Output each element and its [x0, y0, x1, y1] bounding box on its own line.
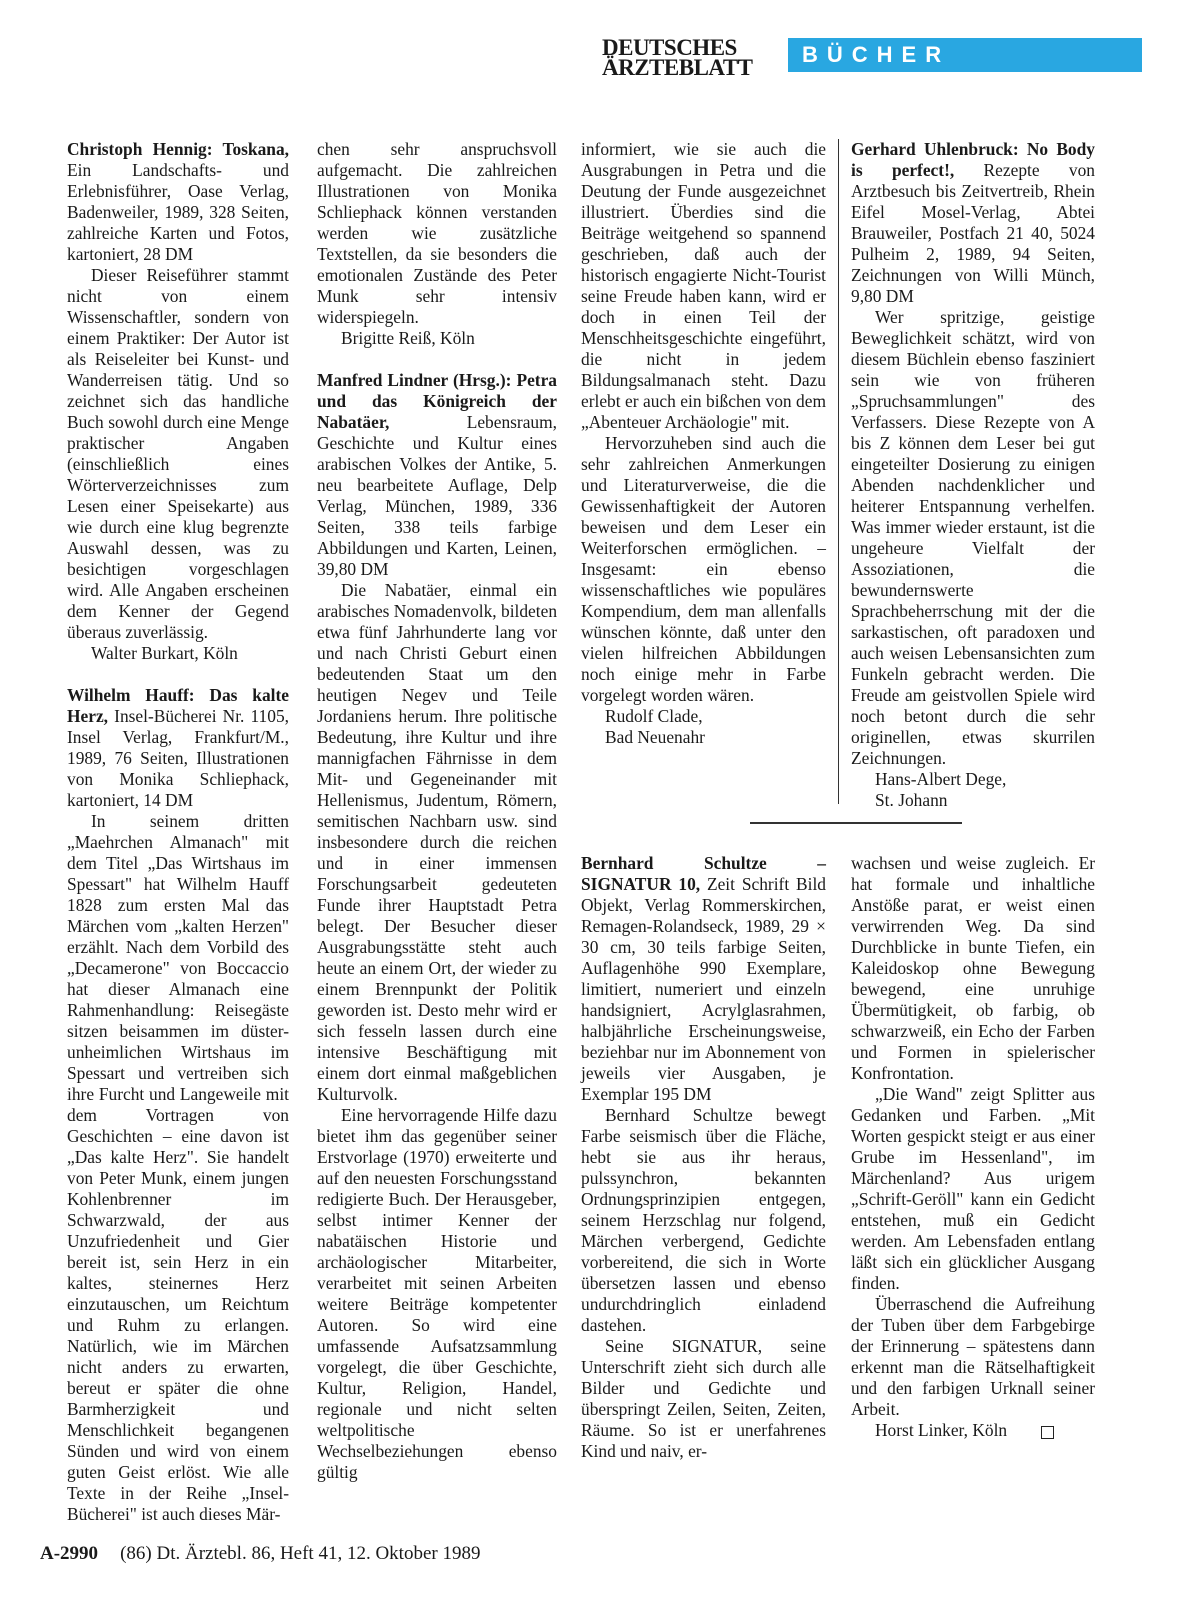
- column-3-lower: [581, 853, 826, 1462]
- reviewer-line: [851, 1420, 1095, 1441]
- review-paragraph: Dieser Reiseführer stammt nicht von einem Wissenschaftler, sondern von einem Praktiker: Der Autor ist als Reiseleiter bei Kunst- und Wanderreisen tätig. Und so zeichnet sich das handliche Buch sowohl durch eine Menge praktischer Angaben (einschließlich eines Wörterverzeichnisses zum Lesen einer Speisekarte) aus wie durch eine klug begrenzte Auswahl dessen, was zu besichtigen vorgeschlagen wird. Alle Angaben erscheinen dem Kenner der Gegend überaus zuverlässig.: [67, 265, 289, 642]
- review-paragraph: Die Nabatäer, einmal ein arabisches Nomadenvolk, bildeten etwa fünf Jahrhunderte lang vor und nach Christi Geburt einen bedeutenden Staat um den heutigen Negev und Teile Jordaniens herum. Ihre politische Bedeutung, ihre Kultur und ihre mannigfachen Fährnisse in dem Mit- und Gegeneinander mit Hellenismus, Judentum, Römern, semitischen Nachbarn usw. sind insbesondere durch die reichen und in einer immensen Forschungsarbeit gedeuteten Funde ihrer Hauptstadt Petra belegt. Der Besucher dieser Ausgrabungsstätte steht auch heute an einem Ort, der wieder zu einem Brennpunkt der Politik geworden ist. Desto mehr wird er sich fesseln lassen durch eine intensive Beschäftigung mit einem dort einmal maßgeblichen Kulturvolk.: [317, 580, 558, 1104]
- book-meta: Rezepte von Arztbesuch bis Zeitvertreib, Rhein Eifel Mosel-Verlag, Abtei Brauweiler, Postfach 21 40, 5024 Pulheim 2, 1989, 94 Seiten, Zeichnungen von Willi Münch, 9,80 DM: [851, 160, 1095, 306]
- review-paragraph: chen sehr anspruchsvoll aufgemacht. Die zahlreichen Illustrationen von Monika Schliephack können verstanden werden wie zusätzliche Textstellen, da sie besonders die emotionalen Zustände des Peter Munk sehr intensiv widerspiegeln.: [317, 139, 557, 327]
- reviewer-name: Walter Burkart, Köln: [91, 643, 238, 663]
- book-title: Christoph Hennig: Toskana,: [67, 139, 289, 159]
- review-heading: [67, 685, 289, 811]
- reviewer-name: Horst Linker, Köln: [875, 1420, 1008, 1440]
- brand-line-1: DEUTSCHES: [602, 35, 737, 60]
- column-2: [317, 139, 557, 1483]
- review-heading: [581, 853, 826, 1105]
- review-paragraph: Eine hervorragende Hilfe dazu bietet ihm das gegenüber seiner Erstvorlage (1970) erweiterte und auf den neuesten Forschungsstand redigierte Buch. Der Herausgeber, selbst intimer Kenner der nabatäischen Historie und archäologischer Mitarbeiter, verarbeitet mit seinen Arbeiten weitere Beiträge kompetenter Autoren. So wird eine umfassende Aufsatzsammlung vorgelegt, die über Geschichte, Kultur, Religion, Handel, regionale und nicht selten weltpolitische Wechselbeziehungen ebenso gültig: [317, 1105, 557, 1482]
- review-paragraph: informiert, wie sie auch die Ausgrabungen in Petra und die Deutung der Funde ausgezeichnet illustriert. Überdies sind die Beiträge weitgehend so spannend geschrieben, daß auch der historisch engagierte Nicht-Tourist seine Freude haben kann, wird er doch in einen Teil der Menschheitsgeschichte eingeführt, die nicht in jedem Bildungsalmanach steht. Dazu erlebt er auch ein bißchen von dem „Abenteuer Archäologie" mit.: [581, 139, 826, 432]
- review-paragraph: Wer spritzige, geistige Beweglichkeit schätzt, wird von diesem Büchlein ebenso fasziniert sein wie von früheren „Spruchsammlungen" des Verfassers. Diese Rezepte von A bis Z können dem Leser bei gut eingeteilter Dosierung zu einigen Abenden nachdenklicher und heiterer Entspannung verhelfen. Was immer wieder erstaunt, ist die ungeheure Vielfalt der Assoziationen, die bewundernswerte Sprachbeherrschung mit der die sarkastischen, oft paradoxen und auch weisen Lebensansichten zum Funkeln gebracht werden. Die Freude am geistvollen Spiele wird noch betont durch die sehr originellen, etwas skurrilen Zeichnungen.: [851, 307, 1095, 768]
- column-4-lower: [851, 853, 1095, 1441]
- review-paragraph: „Die Wand" zeigt Splitter aus Gedanken und Farben. „Mit Worten gespickt steigt er aus einer Grube im Hessenland", im Märchenland? Aus urigem „Schrift-Geröll" kann ein Gedicht entstehen, muß ein Gedicht werden. Am Lebensfaden entlang läßt sich ein glücklicher Ausgang finden.: [851, 1084, 1095, 1293]
- book-title: Manfred Lindner (Hrsg.): Petra und das Königreich der Nabatäer,: [317, 370, 557, 432]
- review-heading: [67, 139, 289, 265]
- reviewer-location: St. Johann: [875, 790, 948, 810]
- review-paragraph: In seinem dritten „Maehrchen Almanach" mit dem Titel „Das Wirtshaus im Spessart" hat Wilhelm Hauff 1828 zum ersten Mal das Märchen vom „kalten Herzen" erzählt. Nach dem Vorbild des „Decamerone" von Boccaccio hat dieser Almanach eine Rahmenhandlung: Reisegäste sitzen beisammen im düster-unheimlichen Wirtshaus im Spessart und vertreiben sich ihre Furcht und Langeweile mit dem Vortragen von Geschichten – eine davon ist „Das kalte Herz". Sie handelt von Peter Munk, einem jungen Kohlenbrenner im Schwarzwald, der aus Unzufriedenheit und Gier bereit ist, sein Herz in ein kaltes, steinernes Herz einzutauschen, um Reichtum und Ruhm zu erlangen. Natürlich, wie im Märchen nicht anders zu erwarten, bereut er später die ohne Barmherzigkeit und Menschlichkeit begangenen Sünden und wird von einem guten Geist erlöst. Wie alle Texte in der Reihe „Insel-Bücherei" ist auch dieses Mär-: [67, 811, 289, 1524]
- review-heading: [851, 139, 1095, 307]
- review-paragraph: Seine SIGNATUR, seine Unterschrift zieht sich durch alle Bilder und Gedichte und überspringt Zeilen, Seiten, Zeiten, Räume. So ist er unerfahrenes Kind und naiv, er-: [581, 1336, 826, 1461]
- book-title: Wilhelm Hauff: Das kalte Herz,: [67, 685, 289, 726]
- column-4: [851, 139, 1095, 811]
- book-meta: Ein Landschafts- und Erlebnisführer, Oase Verlag, Badenweiler, 1989, 328 Seiten, zahlreiche Karten und Fotos, kartoniert, 28 DM: [67, 160, 289, 264]
- review-heading: [317, 370, 557, 580]
- book-meta: Insel-Bücherei Nr. 1105, Insel Verlag, Frankfurt/M., 1989, 76 Seiten, Illustrationen von Monika Schliephack, kartoniert, 14 DM: [67, 706, 289, 810]
- column-divider: [838, 139, 839, 804]
- masthead: [602, 35, 1142, 80]
- review-paragraph: wachsen und weise zugleich. Er hat formale und inhaltliche Anstöße parat, er weist einen verwirrenden Weg. Da sind Durchblicke in bunte Tiefen, ein Kaleidoskop ohne Bewegung bewegend, eine unruhige Übermütigkeit, ob farbig, ob schwarzweiß, ein Echo der Farben und Formen in spielerischer Konfrontation.: [851, 853, 1095, 1083]
- journal-logo: [602, 35, 753, 80]
- book-meta: Lebensraum, Geschichte und Kultur eines arabischen Volkes der Antike, 5. neu bearbeitete Auflage, Delp Verlag, München, 1989, 336 Seiten, 338 teils farbige Abbildungen und Karten, Leinen, 39,80 DM: [317, 412, 557, 579]
- column-1: [67, 139, 289, 1525]
- reviewer-name: Rudolf Clade,: [605, 706, 703, 726]
- section-banner: [788, 38, 1142, 72]
- column-3: [581, 139, 826, 748]
- section-divider: [750, 822, 962, 824]
- brand-line-2: ÄRZTEBLATT: [602, 55, 753, 80]
- review-paragraph: Bernhard Schultze bewegt Farbe seismisch über die Fläche, hebt sie aus ihr heraus, pulssynchron, bekannten Ordnungsprinzipien entgegen, seinem Herzschlag nur folgend, Märchen verbergend, Gedichte vorbereitend, die sich in Worte übersetzen lassen und ebenso undurchdringlich einladend dastehen.: [581, 1105, 826, 1335]
- reviewer-name: Brigitte Reiß, Köln: [341, 328, 475, 348]
- page-footer: [40, 1543, 480, 1565]
- journal-citation: (86) Dt. Ärztebl. 86, Heft 41, 12. Oktober 1989: [120, 1543, 481, 1564]
- reviewer-name: Hans-Albert Dege,: [875, 769, 1007, 789]
- review-paragraph: Hervorzuheben sind auch die sehr zahlreichen Anmerkungen und Literaturverweise, die die Gewissenhaftigkeit der Autoren beweisen und dem Leser ein Weiterforschen ermöglichen. – Insgesamt: ein ebenso wissenschaftliches wie populäres Kompendium, dem man allenfalls wünschen könnte, daß unter den vielen hilfreichen Abbildungen noch einige mehr in Farbe vorgelegt worden wären.: [581, 433, 826, 705]
- page-number: A-2990: [40, 1543, 99, 1564]
- book-title: Gerhard Uhlenbruck: No Body is perfect!,: [851, 139, 1095, 180]
- review-paragraph: Überraschend die Aufreihung der Tuben über dem Farbgebirge der Erinnerung – spätestens dann erkennt man die Rätselhaftigkeit und den farbigen Urknall seiner Arbeit.: [851, 1294, 1095, 1419]
- book-title: Bernhard Schultze – SIGNATUR 10,: [581, 853, 826, 894]
- book-meta: Zeit Schrift Bild Objekt, Verlag Rommerskirchen, Remagen-Rolandseck, 1989, 29 × 30 cm, 30 teils farbige Seiten, Auflagenhöhe 990 Exemplare, limitiert, numeriert und einzeln handsigniert, Acrylglasrahmen, halbjährliche Erscheinungsweise, beziehbar nur im Abonnement von jeweils vier Ausgaben, je Exemplar 195 DM: [581, 874, 826, 1104]
- section-title: BÜCHER: [802, 42, 951, 67]
- reviewer-location: Bad Neuenahr: [605, 727, 705, 747]
- end-of-article-icon: [1041, 1426, 1054, 1439]
